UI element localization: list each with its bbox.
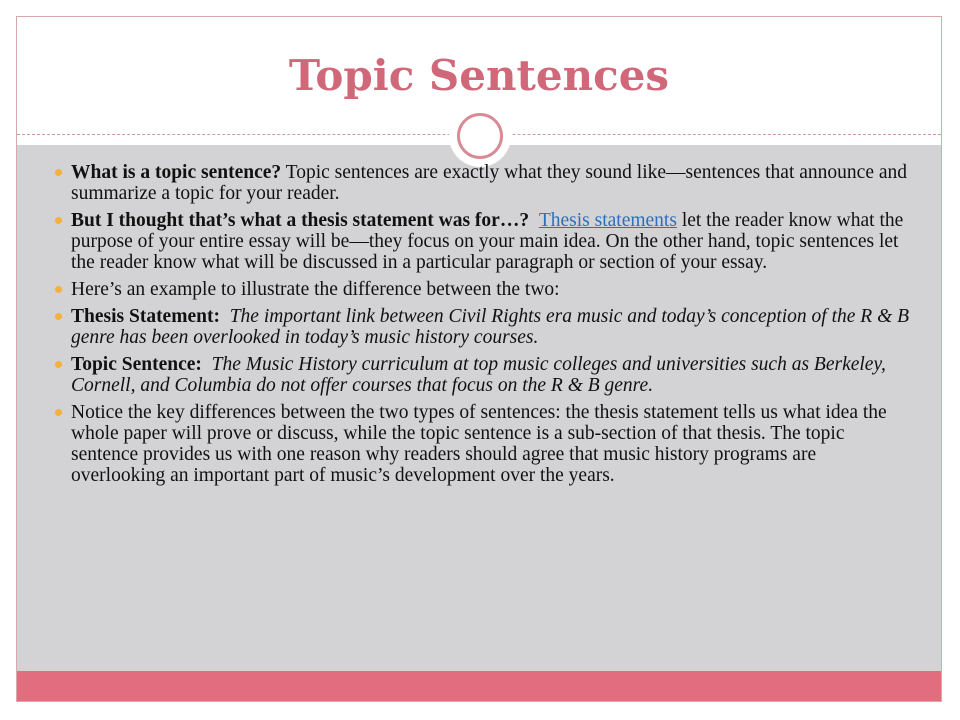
bullet-list [55,162,915,492]
bullet-item-thesis-question [55,210,915,273]
circle-ornament-ring [457,113,503,159]
bullet-icon [55,217,62,224]
bullet-item-thesis-statement [55,306,915,348]
circle-ornament-icon [449,105,511,167]
bullet-text: Topic sentences are exactly what they sound like—sentences that announce and summarize a topic for your reader. [71,162,908,204]
bullet-item-example-intro [55,279,915,300]
slide-title: Topic Sentences [288,51,670,100]
bullet-icon [55,313,62,320]
bullet-item-key-differences [55,402,915,486]
bullet-lead: What is a topic sentence? [71,162,282,183]
bullet-icon [55,286,62,293]
bullet-text: Notice the key differences between the two types of sentences: the thesis statement tells us what idea the whole paper will prove or discuss, while the topic sentence is a sub-section of that thesis. The topic sentence provides us with one reason why readers should agree that music history programs are overlooking an important part of music’s development over the years. [71,402,887,486]
bullet-icon [55,409,62,416]
bullet-item-topic-sentence [55,162,915,204]
bottom-accent-bar [17,671,941,702]
slide [16,16,942,702]
bullet-lead: Thesis Statement: [71,306,220,327]
bullet-lead: Topic Sentence: [71,354,202,375]
bullet-text: Here’s an example to illustrate the difference between the two: [71,279,560,300]
bullet-lead: But I thought that’s what a thesis statement was for…? [71,210,530,231]
bullet-icon [55,169,62,176]
bullet-example: The Music History curriculum at top music colleges and universities such as Berkeley, Cornell, and Columbia do not offer courses that focus on the R & B genre. [71,354,886,396]
bullet-item-topic-sentence-example [55,354,915,396]
bullet-text: let the reader know what the purpose of your entire essay will be—they focus on your main idea. On the other hand, topic sentences let the reader know what will be discussed in a particular paragraph or section of your essay. [71,210,904,273]
thesis-statements-link[interactable]: Thesis statements [538,210,677,231]
bullet-example: The important link between Civil Rights era music and today’s conception of the R & B genre has been overlooked in today’s music history courses. [71,306,910,348]
bullet-icon [55,361,62,368]
